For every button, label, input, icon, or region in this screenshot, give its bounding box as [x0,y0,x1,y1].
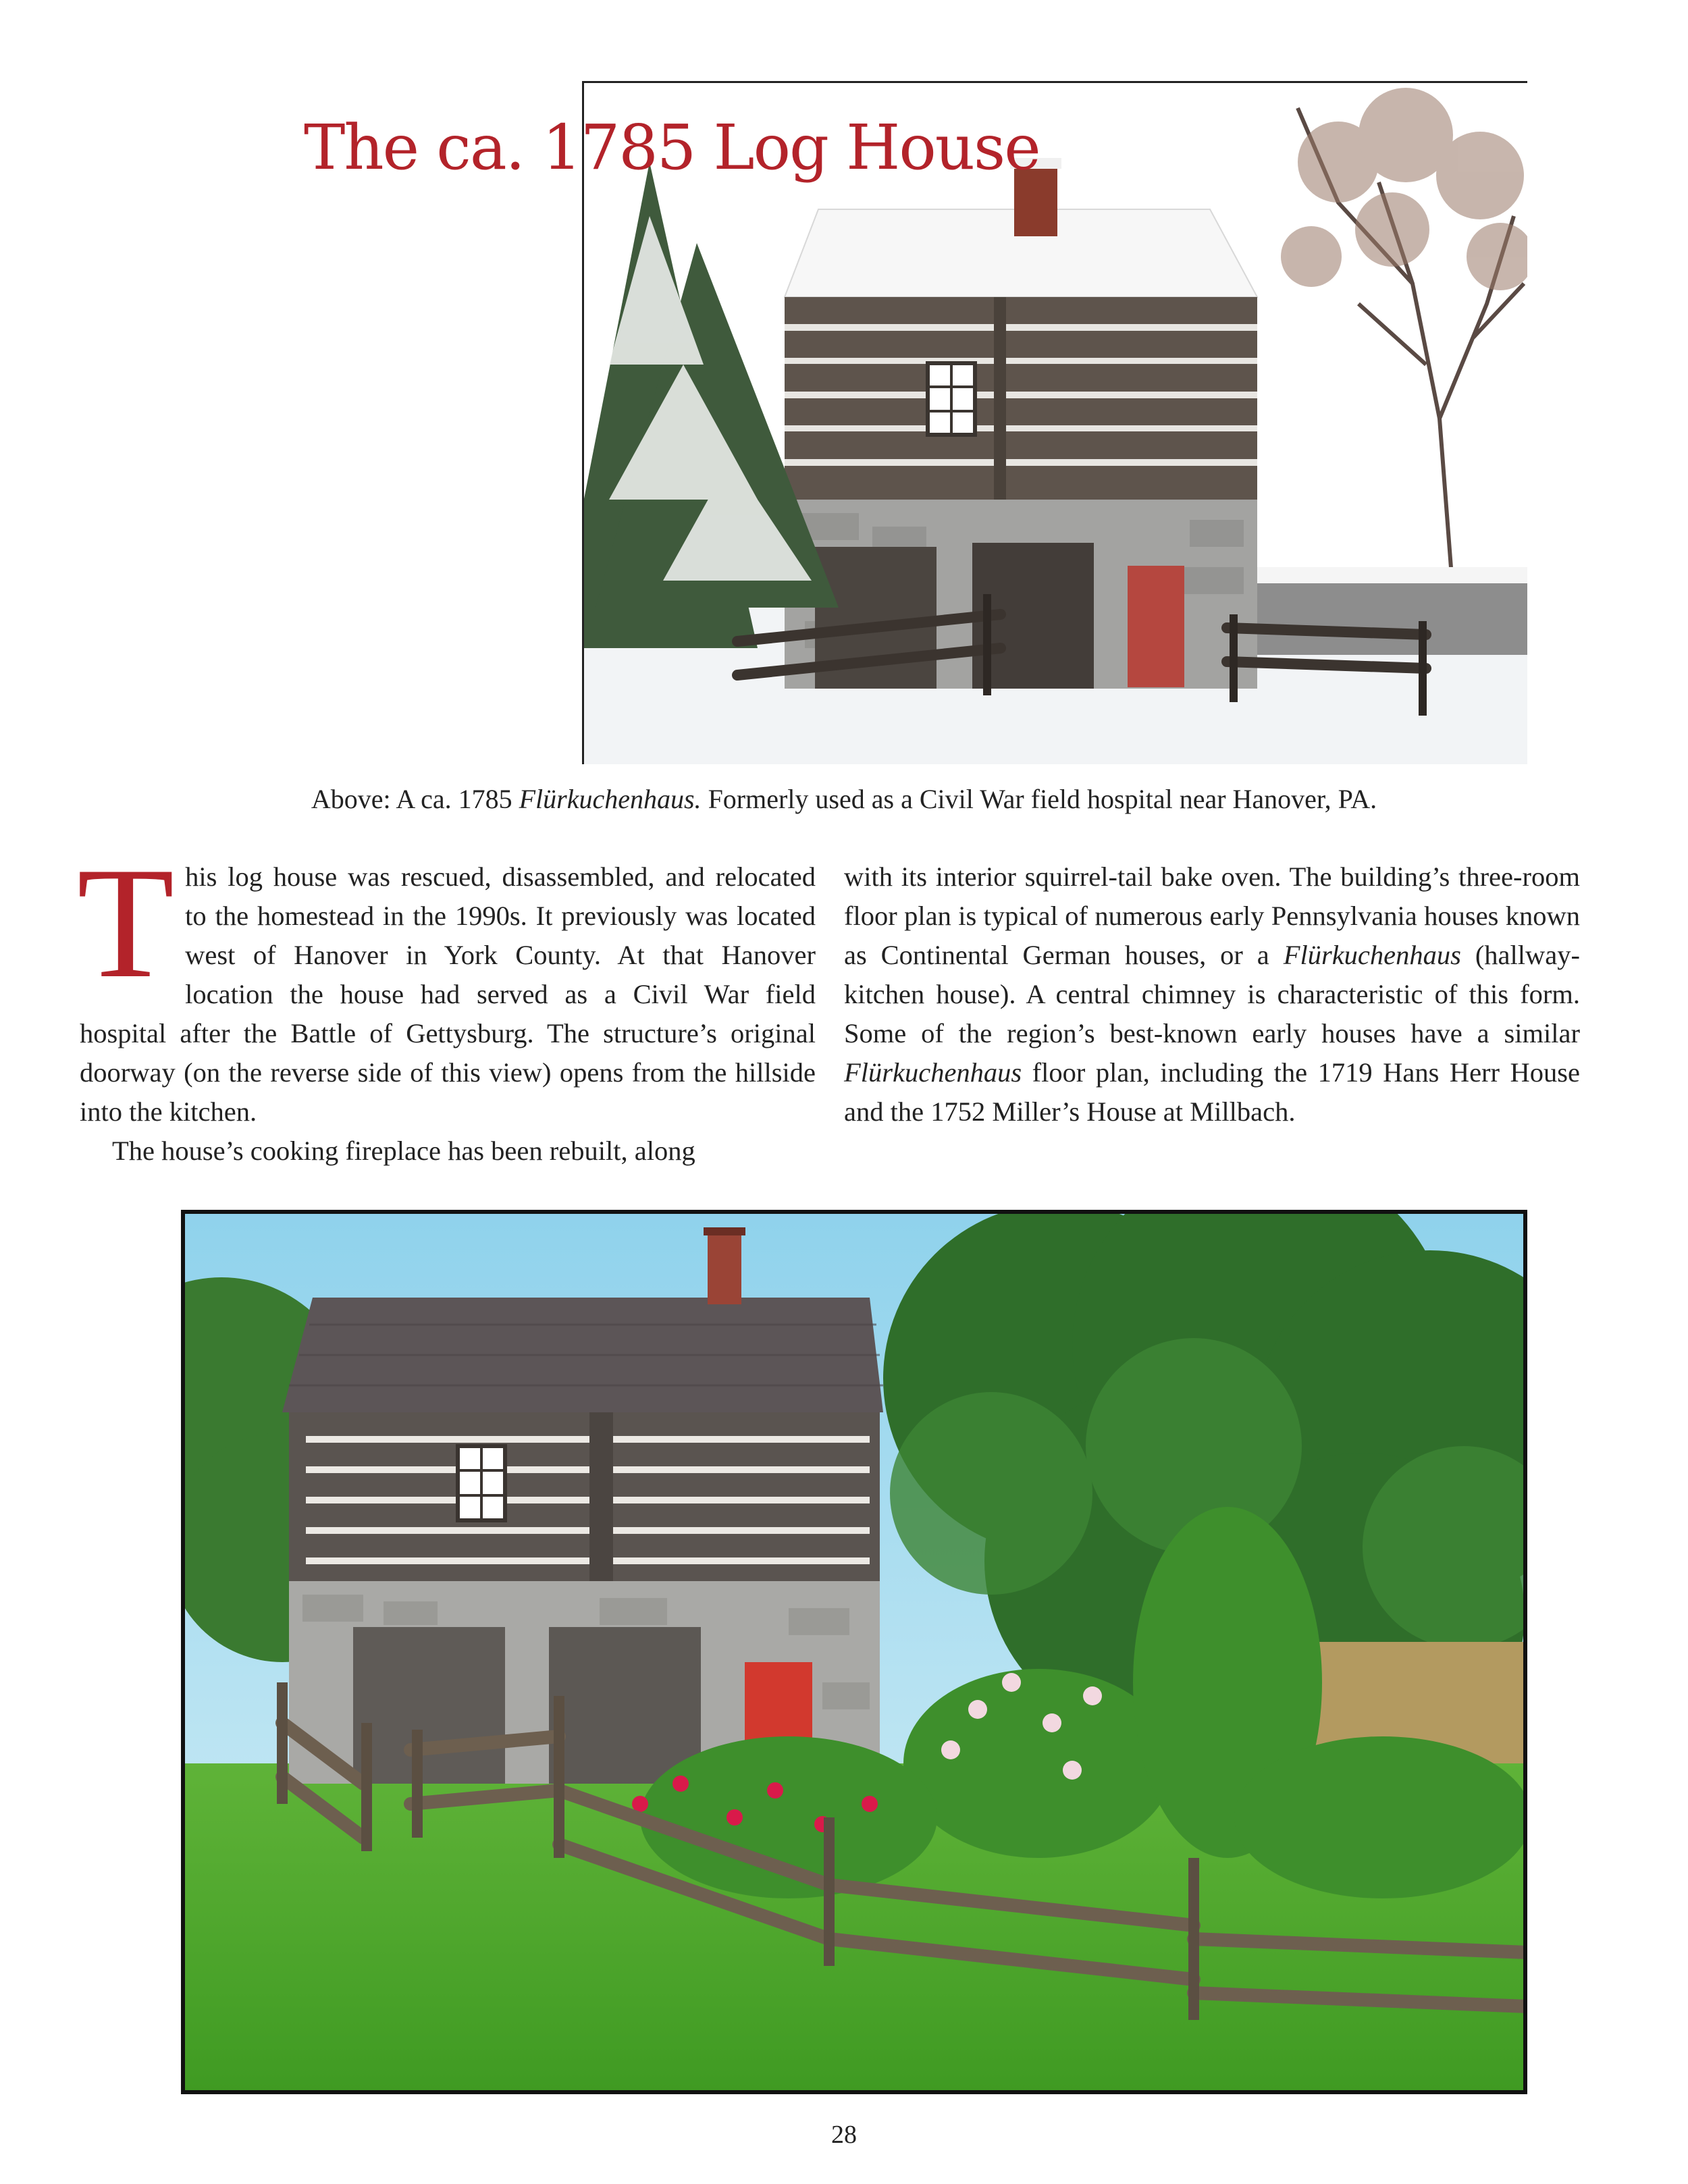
caption-italic: Flürkuchenhaus. [519,784,702,814]
caption-suffix: Formerly used as a Civil War field hospital near Hanover, PA. [701,784,1377,814]
page-number: 28 [831,2121,857,2149]
right-text-column [844,857,1580,1131]
caption-prefix: Above: A ca. 1785 [311,784,519,814]
drop-cap: T [77,835,175,1011]
text-segment-1: with its interior squirrel-tail bake oven. The building’s three-room floor plan is typical of numerous early Pennsylvania houses known as Continental German houses, or a [844,861,1580,970]
paragraph-2: The house’s cooking fireplace has been rebuilt, along [112,1136,695,1166]
page-title: The ca. 1785 Log House [304,111,1040,184]
italic-term-2: Flürkuchenhaus [844,1057,1022,1088]
text-segment-2: (hallway-kitchen house). A central chimney is characteristic of this form. Some of the region’s best-known early houses have a similar [844,940,1580,1048]
left-text-column [77,835,816,1171]
summer-log-house-photo [181,1210,1527,2094]
text-segment-3: floor plan, including the 1719 Hans Herr House and the 1752 Miller’s House at Millbach. [844,1057,1580,1127]
paragraph-2-continued [844,857,1580,1131]
italic-term-1: Flürkuchenhaus [1283,940,1461,970]
photo-caption [0,783,1688,815]
paragraph-1-text: his log house was rescued, disassembled, and relocated to the homestead in the 1990s. It previously was located west of Hanover in York County. At that Hanover location the house had served as a Civil War field hospital after the Battle of Gettysburg. The structure’s original doorway (on the reverse side of this view) opens from the hillside into the kitchen. [80,861,816,1127]
paragraph-1 [77,835,816,1131]
